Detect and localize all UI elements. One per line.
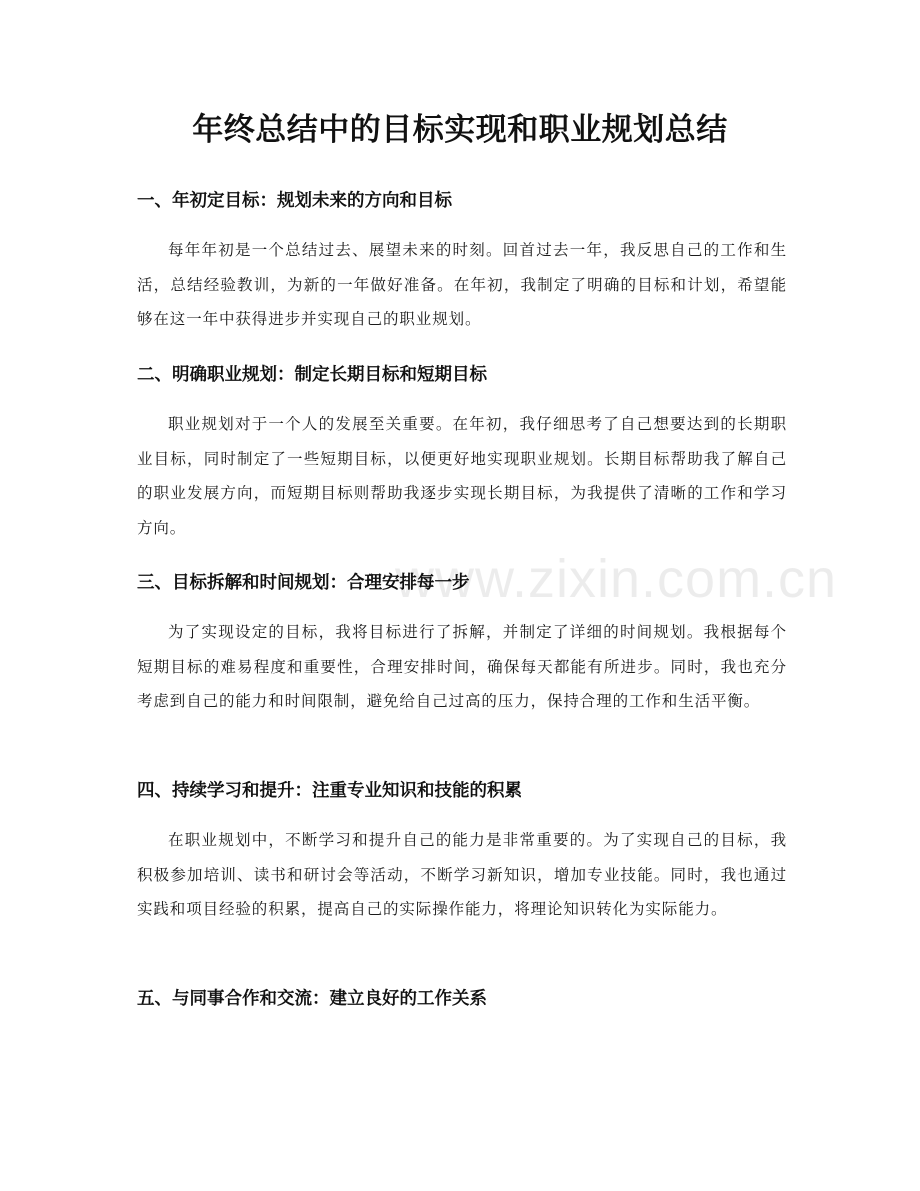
document-title: 年终总结中的目标实现和职业规划总结 bbox=[192, 112, 728, 148]
section-paragraph: 在职业规划中，不断学习和提升自己的能力是非常重要的。为了实现自己的目标，我积极参加培训、读书和研讨会等活动，不断学习新知识，增加专业技能。同时，我也通过实践和项目经验的积累，提高自己的实际操作能力，将理论知识转化为实际能力。 bbox=[137, 831, 787, 918]
section-paragraph: 为了实现设定的目标，我将目标进行了拆解，并制定了详细的时间规划。我根据每个短期目标的难易程度和重要性，合理安排时间，确保每天都能有所进步。同时，我也充分考虑到自己的能力和时间限制，避免给自己过高的压力，保持合理的工作和生活平衡。 bbox=[137, 623, 787, 710]
section-heading: 一、年初定目标：规划未来的方向和目标 bbox=[137, 191, 452, 211]
watermark-text: www.zixin.com.cn bbox=[395, 549, 838, 609]
section-paragraph: 每年年初是一个总结过去、展望未来的时刻。回首过去一年，我反思自己的工作和生活，总结经验教训，为新的一年做好准备。在年初，我制定了明确的目标和计划，希望能够在这一年中获得进步并实现自己的职业规划。 bbox=[137, 241, 787, 328]
section-heading: 二、明确职业规划：制定长期目标和短期目标 bbox=[137, 365, 487, 385]
section-2 bbox=[137, 362, 787, 545]
section-heading: 三、目标拆解和时间规划：合理安排每一步 bbox=[137, 573, 470, 593]
section-paragraph: 职业规划对于一个人的发展至关重要。在年初，我仔细思考了自己想要达到的长期职业目标，同时制定了一些短期目标，以便更好地实现职业规划。长期目标帮助我了解自己的职业发展方向，而短期目标则帮助我逐步实现长期目标，为我提供了清晰的工作和学习方向。 bbox=[137, 415, 787, 537]
section-1 bbox=[137, 188, 787, 337]
section-5 bbox=[137, 986, 787, 1012]
section-4 bbox=[137, 778, 787, 927]
section-heading: 四、持续学习和提升：注重专业知识和技能的积累 bbox=[137, 781, 522, 801]
section-heading: 五、与同事合作和交流：建立良好的工作关系 bbox=[137, 989, 487, 1009]
section-3 bbox=[137, 570, 787, 719]
